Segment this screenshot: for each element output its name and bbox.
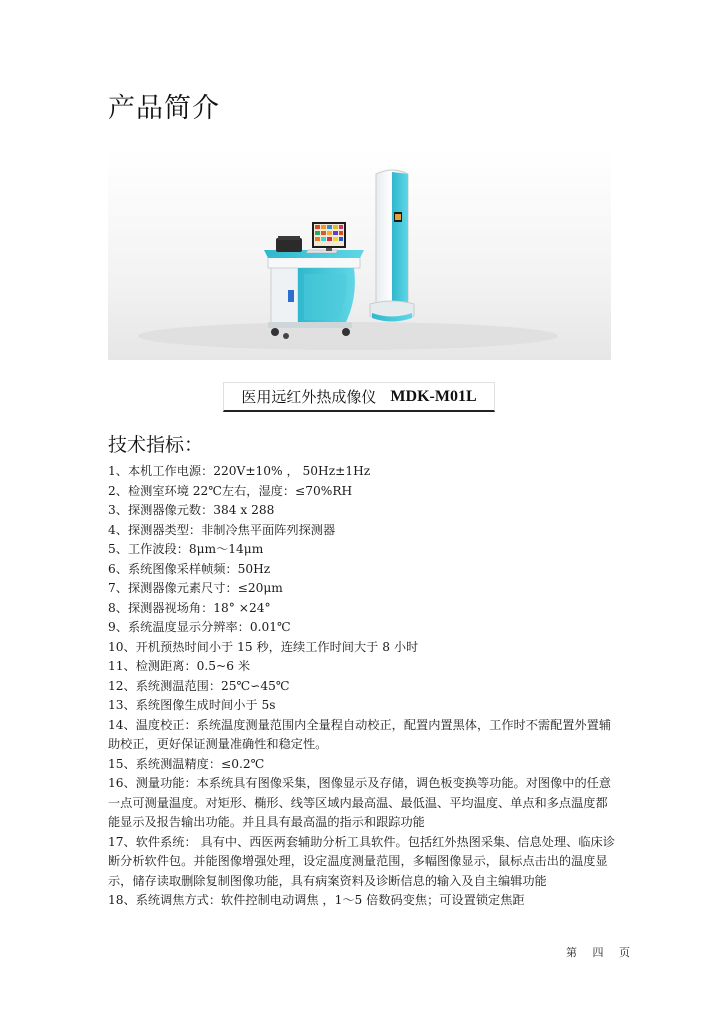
page-number: 第 四 页 xyxy=(566,946,636,959)
spec-item: 6、系统图像采样帧频：50Hz xyxy=(108,561,271,576)
spec-item: 14、温度校正：系统温度测量范围内全量程自动校正，配置内置黑体，工作时不需配置外置辅助校正，更好保证测量准确性和稳定性。 xyxy=(108,717,612,751)
imaging-tower xyxy=(370,170,414,322)
spec-item: 1、本机工作电源：220V±10% ， 50Hz±1Hz xyxy=(108,464,371,478)
spec-item: 3、探测器像元数：384 x 288 xyxy=(108,503,275,517)
spec-item: 4、探测器类型：非制冷焦平面阵列探测器 xyxy=(108,522,336,537)
spec-item: 8、探测器视场角：18° ×24° xyxy=(108,600,271,615)
spec-list xyxy=(108,462,618,911)
page-title: 产品简介 xyxy=(108,93,220,124)
spec-item: 10、开机预热时间小于 15 秒，连续工作时间大于 8 小时 xyxy=(108,639,419,654)
spec-item: 17、软件系统： 具有中、西医两套辅助分析工具软件。包括红外热图采集、信息处理、临床诊断分析软件包。并能图像增强处理，设定温度测量范围，多幅图像显示，鼠标点击出的温度显示，储存读取删除复制图像功能，具有病案资料及诊断信息的输入及自主编辑功能 xyxy=(108,834,615,888)
product-model: MDK-M01L xyxy=(390,387,477,405)
spec-item: 13、系统图像生成时间小于 5s xyxy=(108,698,276,712)
spec-item: 15、系统测温精度：≤0.2℃ xyxy=(108,756,265,771)
product-name: 医用远红外热成像仪 xyxy=(241,388,377,406)
spec-item: 5、工作波段：8μm～14μm xyxy=(108,542,264,556)
spec-item: 12、系统测温范围：25℃∽45℃ xyxy=(108,678,290,693)
product-photo xyxy=(108,150,611,360)
spec-item: 2、检测室环境 22℃左右，湿度：≤70%RH xyxy=(108,483,353,498)
spec-item: 11、检测距离：0.5~6 米 xyxy=(108,659,251,673)
product-caption xyxy=(223,382,495,412)
spec-item: 16、测量功能：本系统具有图像采集，图像显示及存储，调色板变换等功能。对图像中的任意一点可测量温度。对矩形、椭形、线等区域内最高温、最低温、平均温度、单点和多点温度都能显示及报告输出功能。并且具有最高温的指示和跟踪功能 xyxy=(108,776,612,829)
spec-heading: 技术指标： xyxy=(108,434,204,456)
spec-item: 7、探测器像元素尺寸：≤20μm xyxy=(108,581,283,595)
spec-item: 18、系统调焦方式：软件控制电动调焦 ，1～5 倍数码变焦；可设置锁定焦距 xyxy=(108,893,525,907)
spec-item: 9、系统温度显示分辨率：0.01℃ xyxy=(108,620,291,634)
thermal-imager-illustration xyxy=(108,150,611,360)
